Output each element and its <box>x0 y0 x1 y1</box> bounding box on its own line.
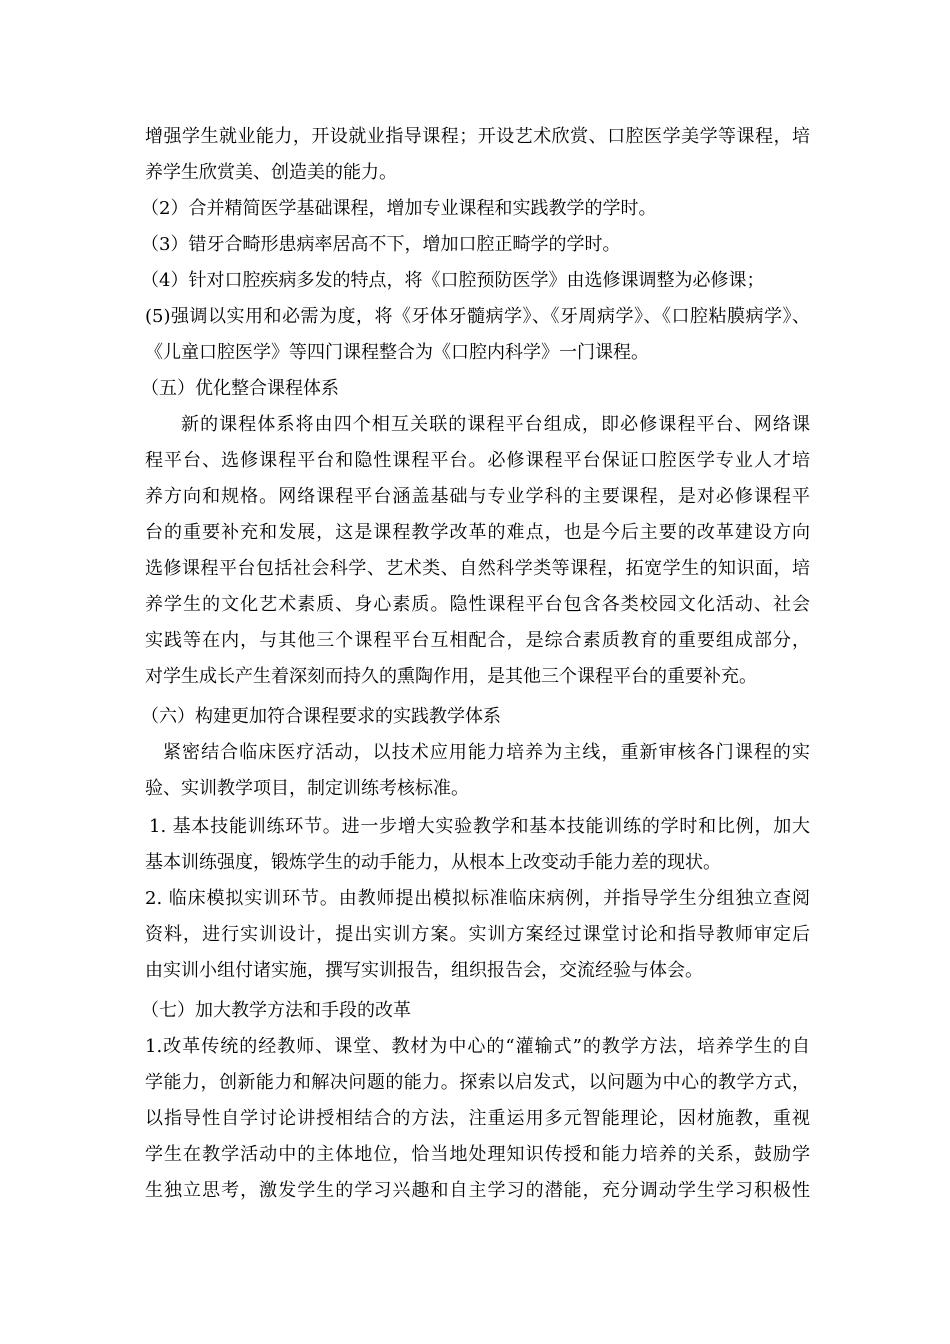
text-line: （2）合并精简医学基础课程，增加专业课程和实践教学的学时。 <box>141 198 657 219</box>
text-line: 程平台、选修课程平台和隐性课程平台。必修课程平台保证口腔医学专业人才培 <box>145 450 810 471</box>
text-line: 由实训小组付诸实施，撰写实训报告，组织报告会，交流经验与体会。 <box>145 960 703 981</box>
text-line: 资料，进行实训设计，提出实训方案。实训方案经过课堂讨论和指导教师审定后 <box>145 924 810 945</box>
section-heading: （七）加大教学方法和手段的改革 <box>141 1000 411 1021</box>
text-line: 1. 基本技能训练环节。进一步增大实验教学和基本技能训练的学时和比例，加大 <box>149 816 810 837</box>
text-line: 生独立思考，激发学生的学习兴趣和自主学习的潜能，充分调动学生学习积极性 <box>145 1180 810 1201</box>
text-line: 台的重要补充和发展，这是课程教学改革的难点，也是今后主要的改革建设方向 <box>145 522 810 543</box>
text-line: 学生在教学活动中的主体地位，恰当地处理知识传授和能力培养的关系，鼓励学 <box>145 1144 810 1165</box>
text-line: 选修课程平台包括社会科学、艺术类、自然科学类等课程，拓宽学生的知识面，培 <box>145 558 810 579</box>
text-line: 学能力，创新能力和解决问题的能力。探索以启发式，以问题为中心的教学方式， <box>145 1072 810 1093</box>
text-line: 新的课程体系将由四个相互关联的课程平台组成，即必修课程平台、网络课 <box>181 414 810 435</box>
text-line: （4）针对口腔疾病多发的特点，将《口腔预防医学》由选修课调整为必修课； <box>141 270 765 291</box>
text-line: 养方向和规格。网络课程平台涵盖基础与专业学科的主要课程，是对必修课程平 <box>145 486 810 507</box>
text-line: 基本训练强度，锻炼学生的动手能力，从根本上改变动手能力差的现状。 <box>145 852 721 873</box>
text-line: 对学生成长产生着深刻而持久的熏陶作用，是其他三个课程平台的重要补充。 <box>145 666 757 687</box>
text-line: 《儿童口腔医学》等四门课程整合为《口腔内科学》一门课程。 <box>145 342 649 363</box>
text-line: 养学生的文化艺术素质、身心素质。隐性课程平台包含各类校园文化活动、社会 <box>145 594 810 615</box>
text-line: 增强学生就业能力，开设就业指导课程；开设艺术欣赏、口腔医学美学等课程，培 <box>145 126 810 147</box>
text-line: （3）错牙合畸形患病率居高不下，增加口腔正畸学的学时。 <box>141 234 621 255</box>
section-heading: （五）优化整合课程体系 <box>141 378 339 399</box>
text-line: 1.改革传统的经教师、课堂、教材为中心的“灌输式”的教学方法，培养学生的自 <box>145 1036 810 1057</box>
text-line: 验、实训教学项目，制定训练考核标准。 <box>145 778 469 799</box>
text-line: 养学生欣赏美、创造美的能力。 <box>145 162 397 183</box>
text-line: 2. 临床模拟实训环节。由教师提出模拟标准临床病例，并指导学生分组独立查阅 <box>145 888 810 909</box>
text-line: 实践等在内，与其他三个课程平台互相配合，是综合素质教育的重要组成部分， <box>145 630 810 651</box>
text-line: (5)强调以实用和必需为度，将《牙体牙髓病学》、《牙周病学》、《口腔粘膜病学》、 <box>145 306 810 327</box>
text-line: 以指导性自学讨论讲授相结合的方法，注重运用多元智能理论，因材施教，重视 <box>145 1108 810 1129</box>
section-heading: （六）构建更加符合课程要求的实践教学体系 <box>141 706 501 727</box>
text-line: 紧密结合临床医疗活动，以技术应用能力培养为主线，重新审核各门课程的实 <box>163 742 810 763</box>
